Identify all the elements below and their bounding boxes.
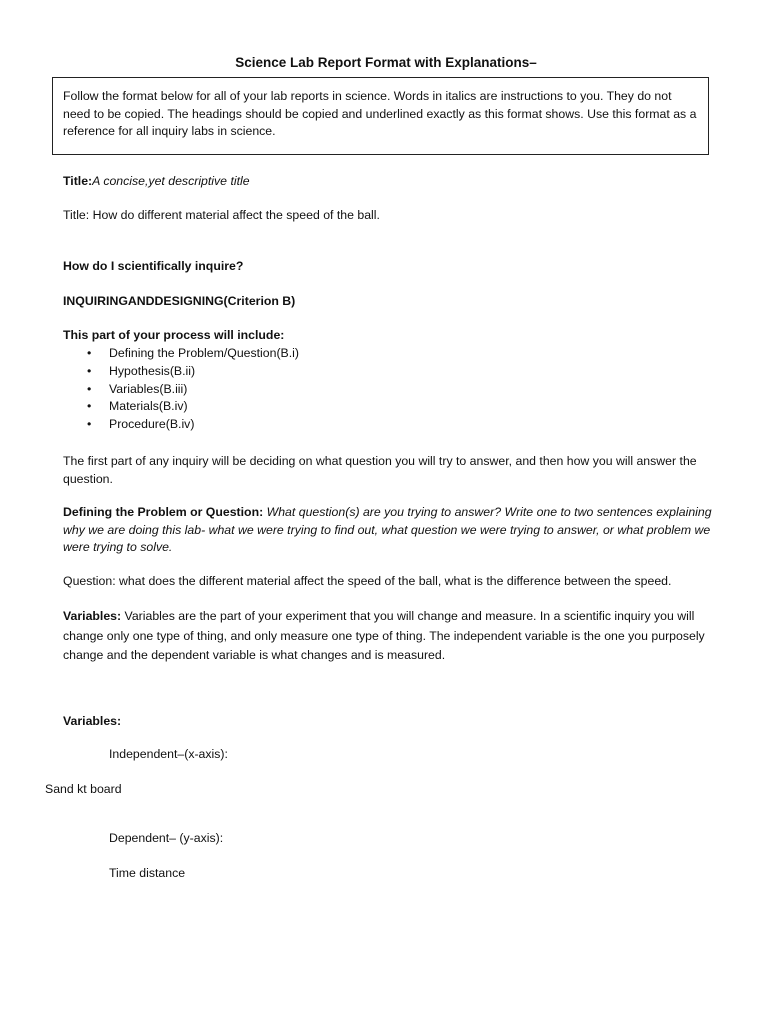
bullet: • (87, 363, 92, 378)
criterion-heading: INQUIRINGANDDESIGNING(Criterion B) (63, 294, 296, 308)
bullet: • (87, 417, 92, 432)
first-part-paragraph: The first part of any inquiry will be deciding on what question you will try to answer, and then how you will answer the question. (63, 454, 697, 486)
list-item (63, 381, 299, 399)
list-item (63, 416, 299, 434)
dependent-label: Dependent– (y-axis): (109, 831, 224, 845)
variables-heading: Variables: (63, 714, 122, 728)
variables-text: Variables are the part of your experiment that you will change and measure. In a scientific inquiry you will change only one type of thing, and only measure one type of thing. The independent variable is the one you purposely change and the dependent variable is what changes and is measured. (63, 609, 705, 662)
bullet: • (87, 381, 92, 396)
independent-label: Independent–(x-axis): (109, 747, 228, 761)
defining-instruction: What question(s) are you trying to answer? Write one to two sentences explaining why we are doing this lab- what we were trying to find out, what question we were trying to answer, or what problem we were trying to solve. (63, 505, 712, 554)
bullet: • (87, 399, 92, 414)
title-answer: Title: How do different material affect the speed of the ball. (63, 208, 380, 222)
variables-label: Variables: (63, 609, 122, 623)
independent-answer: Sand kt board (45, 782, 122, 796)
process-heading: This part of your process will include: (63, 328, 285, 342)
intro-instructions-text: Follow the format below for all of your lab reports in science. Words in italics are instructions to you. They do not need to be copied. The headings should be copied and underlined exactly as this format shows. Use this format as a reference for all inquiry labs in science. (63, 89, 697, 138)
process-list (63, 345, 299, 434)
question-answer: Question: what does the different material affect the speed of the ball, what is the difference between the speed. (63, 574, 672, 588)
list-item-text: Defining the Problem/Question(B.i) (109, 346, 300, 360)
bullet: • (87, 346, 92, 360)
inquire-heading: How do I scientifically inquire? (63, 259, 244, 273)
dependent-answer: Time distance (109, 866, 186, 880)
list-item-text: Procedure(B.iv) (109, 417, 195, 432)
title-instruction: A concise,yet descriptive title (92, 174, 250, 188)
title-label: Title: (63, 174, 93, 188)
intro-instructions-box (52, 77, 709, 155)
list-item (63, 363, 299, 381)
title-instruction-line (63, 173, 250, 191)
list-item-text: Materials(B.iv) (109, 399, 188, 414)
defining-paragraph (63, 504, 713, 557)
list-item-text: Hypothesis(B.ii) (109, 363, 196, 378)
list-item-text: Variables(B.iii) (109, 381, 188, 396)
defining-label: Defining the Problem or Question: (63, 505, 264, 519)
page-title: Science Lab Report Format with Explanations– (235, 55, 537, 70)
list-item (63, 398, 299, 416)
list-item (63, 345, 299, 363)
variables-paragraph (63, 607, 713, 666)
